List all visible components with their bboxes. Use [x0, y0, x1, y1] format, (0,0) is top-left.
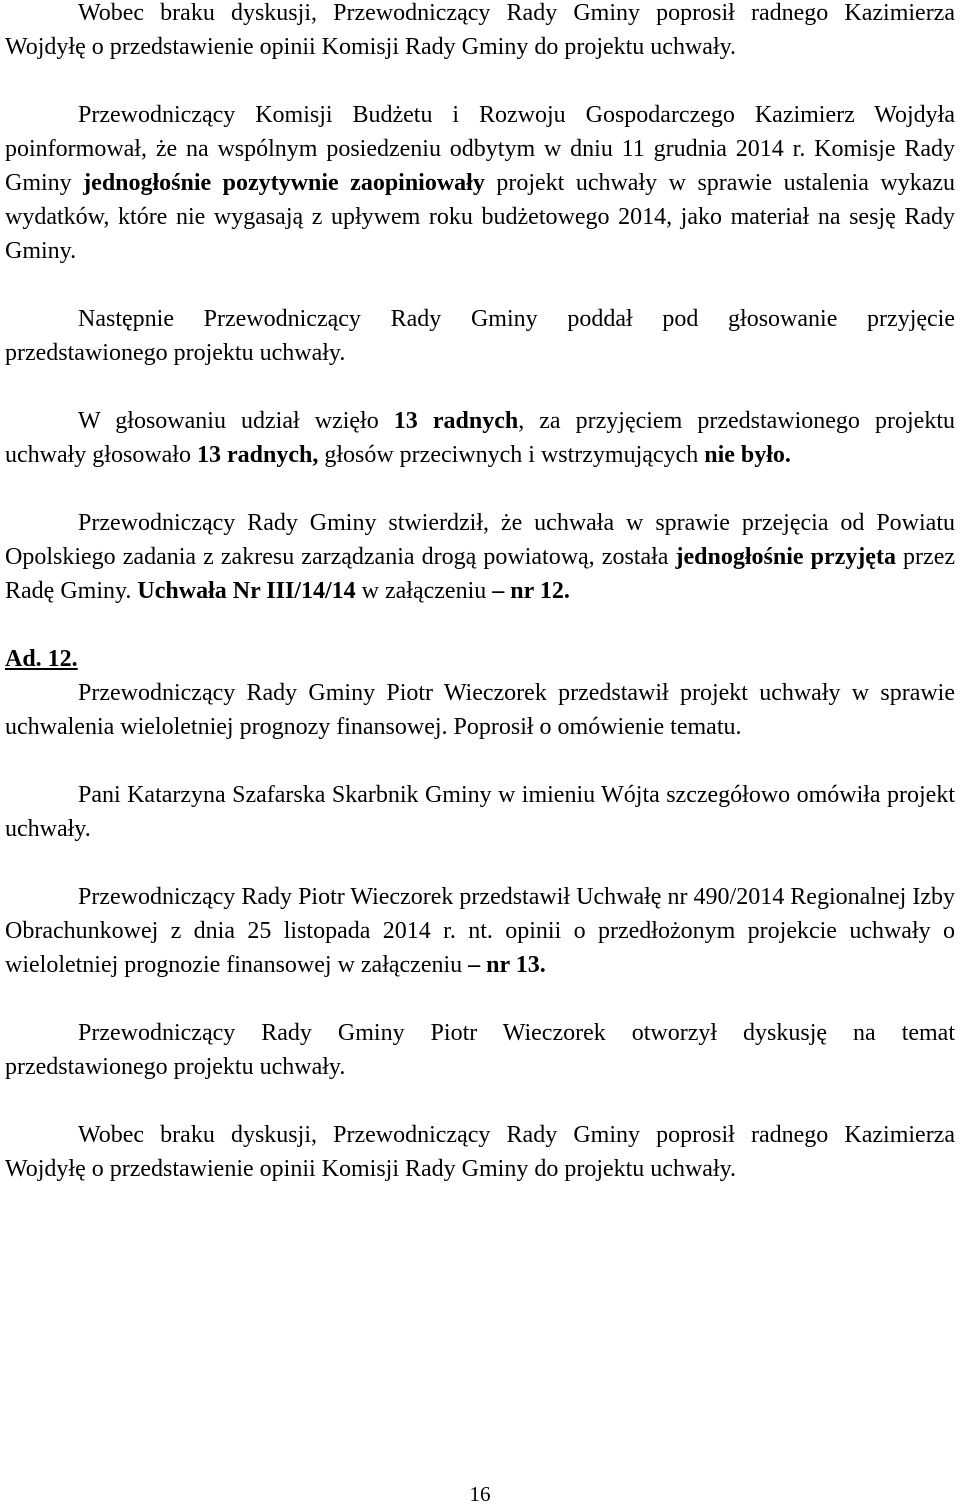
paragraph-rio-resolution: [5, 880, 955, 982]
paragraph-request-opinion: Wobec braku dyskusji, Przewodniczący Rady Gminy poprosił radnego Kazimierza Wojdyłę o przedstawienie opinii Komisji Rady Gminy do projektu uchwały.: [5, 0, 955, 60]
bold-text: – nr 13.: [468, 952, 546, 978]
bold-text: nie było.: [704, 442, 791, 468]
text-span: głosów przeciwnych i wstrzymujących: [318, 442, 705, 468]
paragraph-request-opinion-2: Wobec braku dyskusji, Przewodniczący Rady Gminy poprosił radnego Kazimierza Wojdyłę o przedstawienie opinii Komisji Rady Gminy do projektu uchwały.: [5, 1122, 955, 1182]
bold-text: – nr 12.: [492, 578, 570, 604]
text-span: przez Radę Gminy.: [5, 544, 956, 604]
text-span: , za przyjęciem przedstawionego projektu uchwały głosowało: [5, 408, 955, 468]
text-span: Przewodniczący Rady Piotr Wieczorek przedstawił Uchwałę nr 490/2014 Regionalnej Izby Obrachunkowej z dnia 25 listopada 2014 r. nt. opinii o przedłożonym projekcie uchwały o wieloletniej prognozie finansowej w załączeniu: [5, 884, 955, 978]
text-span: Przewodniczący Komisji Budżetu i Rozwoju Gospodarczego Kazimierz Wojdyła poinformował, że na wspólnym posiedzeniu odbytym w dniu 11 grudnia 2014 r. Komisje Rady Gminy: [5, 102, 955, 196]
paragraph-discussion-opened: Przewodniczący Rady Gminy Piotr Wieczorek otworzył dyskusję na temat przedstawionego projektu uchwały.: [5, 1020, 955, 1080]
text-span: w załączeniu: [355, 578, 493, 604]
paragraph-forecast-project: Przewodniczący Rady Gminy Piotr Wieczorek przedstawił projekt uchwały w sprawie uchwalenia wieloletniej prognozy finansowej. Poprosił o omówienie tematu.: [5, 680, 955, 740]
bold-text: 13 radnych,: [196, 442, 319, 468]
document-body: [5, 0, 955, 1220]
text-span: projekt uchwały w sprawie ustalenia wykazu wydatków, które nie wygasają z upływem roku budżetowego 2014, jako materiał na sesję Rady Gminy.: [5, 170, 955, 264]
agenda-item-heading: [5, 642, 955, 676]
paragraph-committee-opinion: [5, 98, 955, 268]
bold-text: jednogłośnie przyjęta: [675, 544, 896, 570]
text-span: W głosowaniu udział wzięło: [78, 408, 394, 434]
text-span: Przewodniczący Rady Gminy stwierdził, że uchwała w sprawie przejęcia od Powiatu Opolskiego zadania z zakresu zarządzania drogą powiatową, została: [5, 510, 955, 570]
page-number: 16: [469, 1482, 491, 1506]
bold-text: Uchwała Nr III/14/14: [137, 578, 356, 604]
bold-text: jednogłośnie pozytywnie zaopiniowały: [83, 170, 485, 196]
ad-heading: Ad. 12.: [5, 646, 78, 672]
paragraph-resolution-adopted: [5, 506, 955, 608]
bold-text: 13 radnych: [393, 408, 519, 434]
paragraph-vote-call: Następnie Przewodniczący Rady Gminy poddał pod głosowanie przyjęcie przedstawionego projektu uchwały.: [5, 306, 955, 366]
paragraph-vote-result: [5, 404, 955, 472]
paragraph-treasurer-discussion: Pani Katarzyna Szafarska Skarbnik Gminy w imieniu Wójta szczegółowo omówiła projekt uchwały.: [5, 782, 955, 842]
